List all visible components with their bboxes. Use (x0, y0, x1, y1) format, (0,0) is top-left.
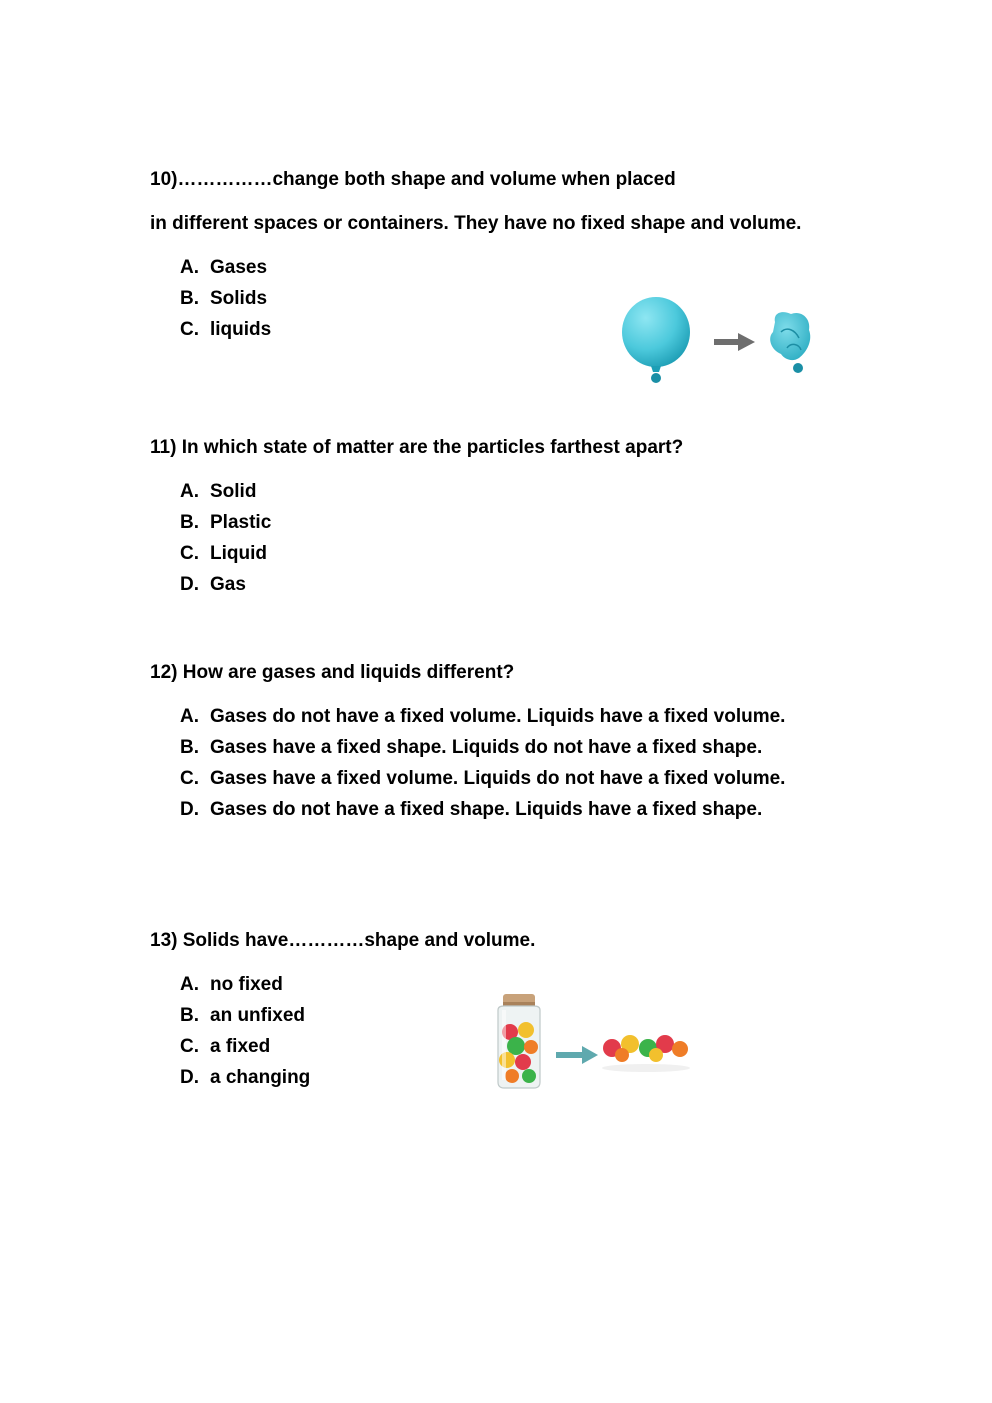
scattered-candies-icon (602, 1035, 690, 1072)
question-stem: 13) Solids have…………shape and volume. (150, 930, 536, 951)
question-11 (150, 432, 830, 600)
arrow-right-icon (556, 1046, 598, 1064)
option-c[interactable]: C. a fixed (180, 1036, 271, 1057)
arrow-right-icon (714, 333, 755, 351)
option-d[interactable]: D. Gases do not have a fixed shape. Liquids have a fixed shape. (180, 799, 763, 820)
option-a[interactable]: A. no fixed (180, 974, 283, 995)
option-a[interactable]: A. Gases do not have a fixed volume. Liquids have a fixed volume. (180, 706, 786, 727)
option-c[interactable]: C. Liquid (180, 543, 267, 564)
answer-options (150, 476, 830, 600)
option-b[interactable]: B. Gases have a fixed shape. Liquids do not have a fixed shape. (180, 737, 763, 758)
option-b[interactable]: B. an unfixed (180, 1005, 306, 1026)
inflated-balloon-icon (622, 297, 690, 383)
candy-jar-illustration (490, 992, 690, 1092)
question-stem-continued: in different spaces or containers. They have no fixed shape and volume. (150, 213, 802, 234)
deflated-balloon-icon (770, 312, 810, 373)
question-stem: 11) In which state of matter are the particles farthest apart? (150, 437, 684, 458)
question-stem: 10)……………change both shape and volume when placed (150, 169, 676, 190)
option-c[interactable]: C. Gases have a fixed volume. Liquids do not have a fixed volume. (180, 768, 786, 789)
candy-jar-icon (498, 994, 540, 1088)
option-a[interactable]: A. Solid (180, 481, 257, 502)
question-stem: 12) How are gases and liquids different? (150, 662, 515, 683)
option-d[interactable]: D. Gas (180, 574, 246, 595)
option-a[interactable]: A. Gases (180, 257, 268, 278)
option-b[interactable]: B. Solids (180, 288, 268, 309)
option-b[interactable]: B. Plastic (180, 512, 272, 533)
option-c[interactable]: C. liquids (180, 319, 272, 340)
question-12 (150, 657, 830, 825)
option-d[interactable]: D. a changing (180, 1067, 311, 1088)
balloon-deflating-illustration (615, 292, 825, 388)
answer-options (150, 701, 830, 825)
